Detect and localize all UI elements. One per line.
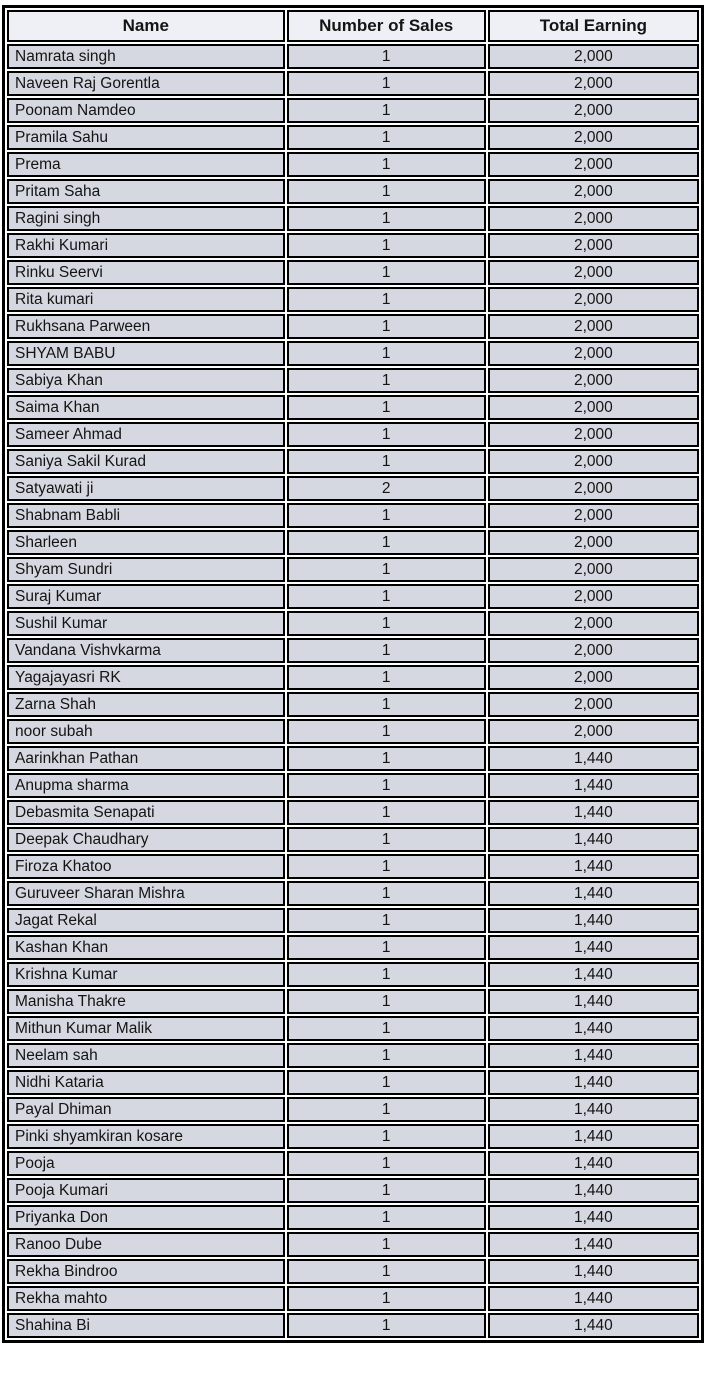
table-row xyxy=(7,206,699,231)
earning-cell: 1,440 xyxy=(488,1178,699,1203)
table-row xyxy=(7,962,699,987)
sales-cell: 1 xyxy=(287,611,486,636)
table-row xyxy=(7,287,699,312)
earning-cell: 1,440 xyxy=(488,1124,699,1149)
sales-cell: 1 xyxy=(287,1124,486,1149)
name-cell: Rukhsana Parween xyxy=(7,314,285,339)
table-row xyxy=(7,1205,699,1230)
table-row xyxy=(7,935,699,960)
sales-cell: 1 xyxy=(287,962,486,987)
name-cell: Debasmita Senapati xyxy=(7,800,285,825)
earning-cell: 1,440 xyxy=(488,1043,699,1068)
table-row xyxy=(7,1259,699,1284)
sales-cell: 1 xyxy=(287,1313,486,1338)
name-cell: Zarna Shah xyxy=(7,692,285,717)
earning-cell: 2,000 xyxy=(488,584,699,609)
earning-cell: 2,000 xyxy=(488,71,699,96)
name-cell: Satyawati ji xyxy=(7,476,285,501)
earning-cell: 1,440 xyxy=(488,1097,699,1122)
earning-cell: 2,000 xyxy=(488,125,699,150)
name-cell: Priyanka Don xyxy=(7,1205,285,1230)
earning-cell: 2,000 xyxy=(488,179,699,204)
sales-cell: 1 xyxy=(287,584,486,609)
name-cell: Pooja Kumari xyxy=(7,1178,285,1203)
sales-cell: 1 xyxy=(287,557,486,582)
sales-cell: 1 xyxy=(287,935,486,960)
name-cell: Rakhi Kumari xyxy=(7,233,285,258)
name-cell: Shahina Bi xyxy=(7,1313,285,1338)
name-cell: noor subah xyxy=(7,719,285,744)
table-row xyxy=(7,1124,699,1149)
table-row xyxy=(7,152,699,177)
table-row xyxy=(7,476,699,501)
sales-cell: 1 xyxy=(287,1205,486,1230)
table-row xyxy=(7,557,699,582)
earning-cell: 2,000 xyxy=(488,206,699,231)
earning-cell: 2,000 xyxy=(488,233,699,258)
sales-cell: 1 xyxy=(287,449,486,474)
earning-cell: 2,000 xyxy=(488,422,699,447)
earning-cell: 2,000 xyxy=(488,530,699,555)
earning-cell: 2,000 xyxy=(488,449,699,474)
sales-cell: 1 xyxy=(287,638,486,663)
sales-cell: 1 xyxy=(287,665,486,690)
earning-cell: 1,440 xyxy=(488,746,699,771)
header-row xyxy=(7,10,699,42)
sales-cell: 1 xyxy=(287,1016,486,1041)
name-cell: Yagajayasri RK xyxy=(7,665,285,690)
earning-cell: 1,440 xyxy=(488,1205,699,1230)
earning-cell: 1,440 xyxy=(488,962,699,987)
earning-cell: 2,000 xyxy=(488,503,699,528)
sales-cell: 1 xyxy=(287,1151,486,1176)
table-row xyxy=(7,530,699,555)
sales-cell: 1 xyxy=(287,719,486,744)
name-cell: Sameer Ahmad xyxy=(7,422,285,447)
table-row xyxy=(7,1232,699,1257)
earning-cell: 1,440 xyxy=(488,1313,699,1338)
table-row xyxy=(7,260,699,285)
earning-cell: 1,440 xyxy=(488,935,699,960)
column-header-name: Name xyxy=(7,10,285,42)
sales-cell: 1 xyxy=(287,1043,486,1068)
table-row xyxy=(7,881,699,906)
table-row xyxy=(7,125,699,150)
name-cell: Shyam Sundri xyxy=(7,557,285,582)
earning-cell: 2,000 xyxy=(488,395,699,420)
sales-cell: 2 xyxy=(287,476,486,501)
earning-cell: 1,440 xyxy=(488,1070,699,1095)
column-header-total-earning: Total Earning xyxy=(488,10,699,42)
sales-cell: 1 xyxy=(287,827,486,852)
earning-cell: 1,440 xyxy=(488,800,699,825)
earning-cell: 2,000 xyxy=(488,638,699,663)
sales-cell: 1 xyxy=(287,152,486,177)
name-cell: Prema xyxy=(7,152,285,177)
sales-cell: 1 xyxy=(287,98,486,123)
name-cell: Manisha Thakre xyxy=(7,989,285,1014)
earning-cell: 1,440 xyxy=(488,1232,699,1257)
name-cell: Sharleen xyxy=(7,530,285,555)
earning-cell: 1,440 xyxy=(488,1259,699,1284)
table-row xyxy=(7,800,699,825)
table-row xyxy=(7,665,699,690)
sales-cell: 1 xyxy=(287,1178,486,1203)
name-cell: Shabnam Babli xyxy=(7,503,285,528)
name-cell: Jagat Rekal xyxy=(7,908,285,933)
name-cell: Sabiya Khan xyxy=(7,368,285,393)
table-row xyxy=(7,44,699,69)
name-cell: Pinki shyamkiran kosare xyxy=(7,1124,285,1149)
earning-cell: 2,000 xyxy=(488,152,699,177)
table-row xyxy=(7,422,699,447)
name-cell: SHYAM BABU xyxy=(7,341,285,366)
sales-cell: 1 xyxy=(287,908,486,933)
table-row xyxy=(7,98,699,123)
sales-cell: 1 xyxy=(287,881,486,906)
table-row xyxy=(7,341,699,366)
table-row xyxy=(7,746,699,771)
earning-cell: 2,000 xyxy=(488,260,699,285)
table-row xyxy=(7,827,699,852)
name-cell: Krishna Kumar xyxy=(7,962,285,987)
table-row xyxy=(7,584,699,609)
earning-cell: 2,000 xyxy=(488,719,699,744)
table-row xyxy=(7,989,699,1014)
name-cell: Payal Dhiman xyxy=(7,1097,285,1122)
earning-cell: 2,000 xyxy=(488,341,699,366)
sales-cell: 1 xyxy=(287,233,486,258)
table-row xyxy=(7,611,699,636)
earning-cell: 1,440 xyxy=(488,854,699,879)
sales-cell: 1 xyxy=(287,1232,486,1257)
table-row xyxy=(7,1286,699,1311)
name-cell: Ranoo Dube xyxy=(7,1232,285,1257)
sales-cell: 1 xyxy=(287,854,486,879)
earning-cell: 2,000 xyxy=(488,287,699,312)
column-header-number-of-sales: Number of Sales xyxy=(287,10,486,42)
earning-cell: 1,440 xyxy=(488,989,699,1014)
earning-cell: 2,000 xyxy=(488,98,699,123)
table-row xyxy=(7,854,699,879)
name-cell: Naveen Raj Gorentla xyxy=(7,71,285,96)
name-cell: Rinku Seervi xyxy=(7,260,285,285)
name-cell: Saniya Sakil Kurad xyxy=(7,449,285,474)
sales-cell: 1 xyxy=(287,206,486,231)
name-cell: Suraj Kumar xyxy=(7,584,285,609)
earning-cell: 1,440 xyxy=(488,908,699,933)
table-row xyxy=(7,1097,699,1122)
earning-cell: 2,000 xyxy=(488,557,699,582)
name-cell: Rekha Bindroo xyxy=(7,1259,285,1284)
name-cell: Pritam Saha xyxy=(7,179,285,204)
name-cell: Aarinkhan Pathan xyxy=(7,746,285,771)
sales-cell: 1 xyxy=(287,314,486,339)
name-cell: Rekha mahto xyxy=(7,1286,285,1311)
name-cell: Mithun Kumar Malik xyxy=(7,1016,285,1041)
name-cell: Rita kumari xyxy=(7,287,285,312)
table-row xyxy=(7,1043,699,1068)
table-row xyxy=(7,503,699,528)
table-row xyxy=(7,1016,699,1041)
sales-cell: 1 xyxy=(287,368,486,393)
sales-cell: 1 xyxy=(287,71,486,96)
sales-cell: 1 xyxy=(287,773,486,798)
earning-cell: 1,440 xyxy=(488,1151,699,1176)
sales-cell: 1 xyxy=(287,1070,486,1095)
name-cell: Nidhi Kataria xyxy=(7,1070,285,1095)
table-row xyxy=(7,773,699,798)
earning-cell: 2,000 xyxy=(488,368,699,393)
table-row xyxy=(7,368,699,393)
table-row xyxy=(7,1151,699,1176)
name-cell: Neelam sah xyxy=(7,1043,285,1068)
table-row xyxy=(7,638,699,663)
sales-cell: 1 xyxy=(287,989,486,1014)
earning-cell: 2,000 xyxy=(488,665,699,690)
sales-cell: 1 xyxy=(287,1097,486,1122)
sales-cell: 1 xyxy=(287,395,486,420)
name-cell: Poonam Namdeo xyxy=(7,98,285,123)
earning-cell: 1,440 xyxy=(488,1016,699,1041)
table-row xyxy=(7,314,699,339)
table-row xyxy=(7,449,699,474)
sales-cell: 1 xyxy=(287,287,486,312)
sales-cell: 1 xyxy=(287,125,486,150)
sales-cell: 1 xyxy=(287,1286,486,1311)
sales-cell: 1 xyxy=(287,260,486,285)
earning-cell: 1,440 xyxy=(488,773,699,798)
sales-earnings-table xyxy=(2,5,704,1343)
earning-cell: 2,000 xyxy=(488,314,699,339)
earning-cell: 2,000 xyxy=(488,476,699,501)
earning-cell: 2,000 xyxy=(488,44,699,69)
earning-cell: 2,000 xyxy=(488,611,699,636)
table-row xyxy=(7,179,699,204)
table-row xyxy=(7,1070,699,1095)
earning-cell: 1,440 xyxy=(488,827,699,852)
sales-cell: 1 xyxy=(287,422,486,447)
name-cell: Sushil Kumar xyxy=(7,611,285,636)
table-row xyxy=(7,719,699,744)
table-row xyxy=(7,908,699,933)
name-cell: Ragini singh xyxy=(7,206,285,231)
sales-cell: 1 xyxy=(287,44,486,69)
earning-cell: 1,440 xyxy=(488,881,699,906)
sales-cell: 1 xyxy=(287,800,486,825)
sales-cell: 1 xyxy=(287,341,486,366)
table-row xyxy=(7,692,699,717)
name-cell: Deepak Chaudhary xyxy=(7,827,285,852)
table-row xyxy=(7,71,699,96)
earning-cell: 1,440 xyxy=(488,1286,699,1311)
sales-cell: 1 xyxy=(287,692,486,717)
table-row xyxy=(7,233,699,258)
name-cell: Saima Khan xyxy=(7,395,285,420)
name-cell: Guruveer Sharan Mishra xyxy=(7,881,285,906)
sales-cell: 1 xyxy=(287,530,486,555)
name-cell: Pooja xyxy=(7,1151,285,1176)
name-cell: Anupma sharma xyxy=(7,773,285,798)
sales-cell: 1 xyxy=(287,179,486,204)
sales-cell: 1 xyxy=(287,746,486,771)
name-cell: Firoza Khatoo xyxy=(7,854,285,879)
table-row xyxy=(7,395,699,420)
table-row xyxy=(7,1178,699,1203)
earning-cell: 2,000 xyxy=(488,692,699,717)
table-body xyxy=(7,44,699,1338)
name-cell: Kashan Khan xyxy=(7,935,285,960)
sales-cell: 1 xyxy=(287,1259,486,1284)
name-cell: Namrata singh xyxy=(7,44,285,69)
table-row xyxy=(7,1313,699,1338)
name-cell: Vandana Vishvkarma xyxy=(7,638,285,663)
sales-cell: 1 xyxy=(287,503,486,528)
name-cell: Pramila Sahu xyxy=(7,125,285,150)
